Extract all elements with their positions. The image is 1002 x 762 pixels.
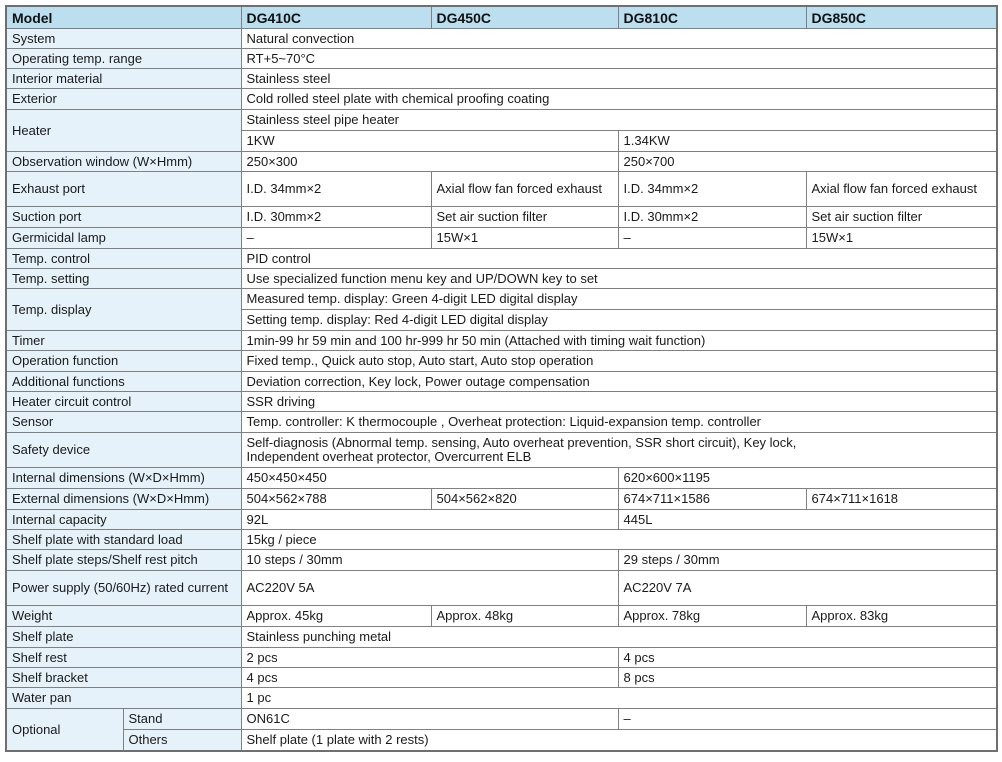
row-label: Timer [6,331,241,351]
row-value: – [241,228,431,249]
table-row [6,688,997,709]
row-label: Exterior [6,89,241,110]
row-value: I.D. 30mm×2 [241,207,431,228]
row-value-large: 620×600×1195 [618,468,997,489]
row-value-small: 450×450×450 [241,468,618,489]
table-row [6,730,997,752]
row-value-large: 29 steps / 30mm [618,550,997,571]
table-row [6,468,997,489]
table-row [6,152,997,172]
row-value: Approx. 45kg [241,606,431,627]
table-row [6,207,997,228]
row-sublabel: Others [123,730,241,752]
row-label: Shelf bracket [6,668,241,688]
row-value: 15kg / piece [241,530,997,550]
row-value [241,433,997,468]
row-label: Temp. control [6,249,241,269]
row-label: Safety device [6,433,241,468]
row-value-small: ON61C [241,709,618,730]
row-value: I.D. 34mm×2 [241,172,431,207]
spec-table [5,5,998,752]
table-row [6,172,997,207]
row-label: Shelf plate with standard load [6,530,241,550]
table-row [6,489,997,510]
row-sublabel: Stand [123,709,241,730]
row-value-small: 92L [241,510,618,530]
table-row [6,668,997,688]
row-value: Deviation correction, Key lock, Power outage compensation [241,372,997,392]
row-value: – [618,228,806,249]
table-row [6,49,997,69]
row-label: Germicidal lamp [6,228,241,249]
table-row [6,89,997,110]
table-row [6,110,997,131]
row-label: Optional [6,709,123,752]
row-value-small: 1KW [241,131,618,152]
table-row [6,510,997,530]
table-row [6,412,997,433]
row-value: 15W×1 [806,228,997,249]
row-label: Power supply (50/60Hz) rated current [6,571,241,606]
row-value-small: 2 pcs [241,648,618,668]
row-label: Operating temp. range [6,49,241,69]
table-row [6,249,997,269]
row-value: Use specialized function menu key and UP/DOWN key to set [241,269,997,289]
row-value: 15W×1 [431,228,618,249]
row-value: Temp. controller: K thermocouple , Overheat protection: Liquid-expansion temp. controller [241,412,997,433]
table-row [6,69,997,89]
model-col-dg450c: DG450C [431,6,618,29]
table-row [6,289,997,310]
table-row [6,228,997,249]
row-value: Shelf plate (1 plate with 2 rests) [241,730,997,752]
table-row [6,571,997,606]
safety-line-2: Independent overheat protector, Overcurrent ELB [246,449,532,464]
table-row [6,372,997,392]
row-label: Sensor [6,412,241,433]
row-value: Stainless punching metal [241,627,997,648]
row-value: Set air suction filter [806,207,997,228]
row-label: Operation function [6,351,241,372]
row-value: 674×711×1618 [806,489,997,510]
table-row [6,627,997,648]
row-label: Suction port [6,207,241,228]
row-value: Stainless steel pipe heater [241,110,997,131]
model-col-dg810c: DG810C [618,6,806,29]
row-label: Exhaust port [6,172,241,207]
row-value: Approx. 83kg [806,606,997,627]
row-value: SSR driving [241,392,997,412]
model-col-dg410c: DG410C [241,6,431,29]
row-label: Shelf plate steps/Shelf rest pitch [6,550,241,571]
row-value: 504×562×788 [241,489,431,510]
table-row [6,331,997,351]
row-value-large: 8 pcs [618,668,997,688]
row-label: Additional functions [6,372,241,392]
row-value: Axial flow fan forced exhaust [431,172,618,207]
row-value: Natural convection [241,29,997,49]
row-value-large: 4 pcs [618,648,997,668]
row-value-large: – [618,709,997,730]
row-value-small: 10 steps / 30mm [241,550,618,571]
row-value-small: AC220V 5A [241,571,618,606]
row-label: System [6,29,241,49]
row-label: Water pan [6,688,241,709]
table-row [6,433,997,468]
row-label: Interior material [6,69,241,89]
row-value-small: 4 pcs [241,668,618,688]
row-value: Measured temp. display: Green 4-digit LED digital display [241,289,997,310]
row-label: Internal dimensions (W×D×Hmm) [6,468,241,489]
row-label: Temp. display [6,289,241,331]
table-row [6,392,997,412]
header-row [6,6,997,29]
row-value: Stainless steel [241,69,997,89]
row-label: Observation window (W×Hmm) [6,152,241,172]
row-value: I.D. 30mm×2 [618,207,806,228]
row-value: 674×711×1586 [618,489,806,510]
row-value: PID control [241,249,997,269]
row-value-large: 250×700 [618,152,997,172]
table-row [6,351,997,372]
row-value-large: AC220V 7A [618,571,997,606]
row-value-large: 1.34KW [618,131,997,152]
row-label: Weight [6,606,241,627]
row-value: Fixed temp., Quick auto stop, Auto start, Auto stop operation [241,351,997,372]
table-row [6,29,997,49]
row-value: Set air suction filter [431,207,618,228]
row-value-small: 250×300 [241,152,618,172]
row-label: Heater [6,110,241,152]
row-value: Approx. 78kg [618,606,806,627]
model-col-dg850c: DG850C [806,6,997,29]
row-label: Temp. setting [6,269,241,289]
row-value: 1 pc [241,688,997,709]
row-label: Shelf rest [6,648,241,668]
row-value: Approx. 48kg [431,606,618,627]
row-value: RT+5~70°C [241,49,997,69]
model-header: Model [6,6,241,29]
table-row [6,709,997,730]
row-value: I.D. 34mm×2 [618,172,806,207]
row-value: Cold rolled steel plate with chemical proofing coating [241,89,997,110]
table-row [6,269,997,289]
safety-line-1: Self-diagnosis (Abnormal temp. sensing, Auto overheat prevention, SSR short circuit), Key lock, [246,435,797,450]
row-value: Axial flow fan forced exhaust [806,172,997,207]
row-value-large: 445L [618,510,997,530]
row-value: 1min-99 hr 59 min and 100 hr-999 hr 50 min (Attached with timing wait function) [241,331,997,351]
row-label: Heater circuit control [6,392,241,412]
table-row [6,648,997,668]
table-row [6,606,997,627]
row-value: Setting temp. display: Red 4-digit LED digital display [241,310,997,331]
table-row [6,530,997,550]
row-value: 504×562×820 [431,489,618,510]
row-label: External dimensions (W×D×Hmm) [6,489,241,510]
table-row [6,550,997,571]
row-label: Shelf plate [6,627,241,648]
row-label: Internal capacity [6,510,241,530]
